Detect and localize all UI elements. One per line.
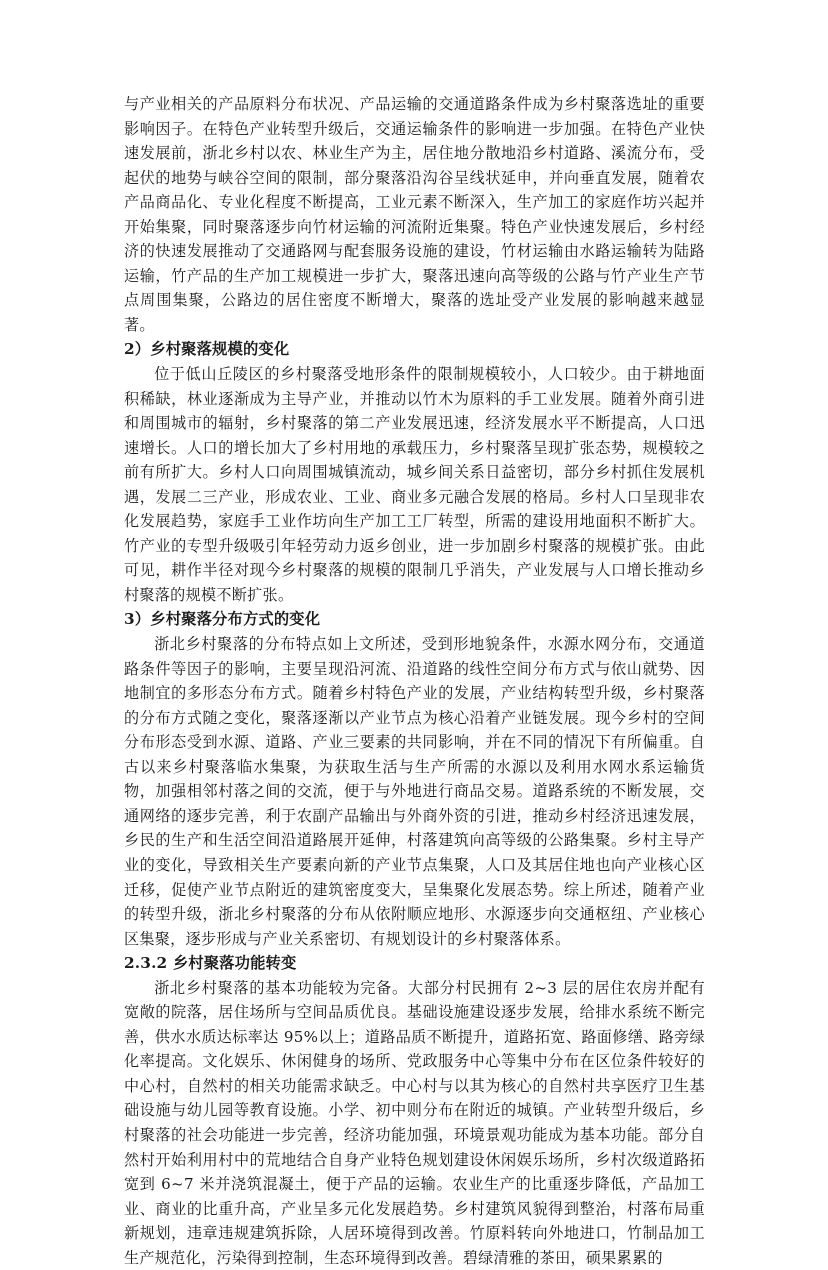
paragraph-industry-siting: 与产业相关的产品原料分布状况、产品运输的交通道路条件成为乡村聚落选址的重要影响因子。在特色产业转型升级后，交通运输条件的影响进一步加强。在特色产业快速发展前，浙北乡村以农、林业生产为主，居住地分散地沿乡村道路、溪流分布，受起伏的地势与峡谷空间的限制，部分聚落沿沟谷呈线状延申，并向垂直发展，随着农产品商品化、专业化程度不断提高，工业元素不断深入，生产加工的家庭作坊兴起并开始集聚，同时聚落逐步向竹材运输的河流附近集聚。特色产业快速发展后，乡村经济的快速发展推动了交通路网与配套服务设施的建设，竹材运输由水路运输转为陆路运输，竹产品的生产加工规模进一步扩大，聚落迅速向高等级的公路与竹产业生产节点周围集聚，公路边的居住密度不断增大，聚落的选址受产业发展的影响越来越显著。 xyxy=(124,95,705,334)
heading-2-settlement-scale-change: 2）乡村聚落规模的变化 xyxy=(124,340,290,359)
heading-232-settlement-function-transition: 2.3.2 乡村聚落功能转变 xyxy=(124,954,297,973)
paragraph-settlement-function: 浙北乡村聚落的基本功能较为完备。大部分村民拥有 2~3 层的居住农房并配有宽敞的院落，居住场所与空间品质优良。基础设施建设逐步发展，给排水系统不断完善，供水水质达标率达 95%以上；道路品质不断提升，道路拓宽、路面修缮、路旁绿化率提高。文化娱乐、休闲健身的场所、党政服务中心等集中分布在区位条件较好的中心村，自然村的相关功能需求缺乏。中心村与以其为核心的自然村共享医疗卫生基础设施与幼儿园等教育设施。小学、初中则分布在附近的城镇。产业转型升级后，乡村聚落的社会功能进一步完善，经济功能加强，环境景观功能成为基本功能。部分自然村开始利用村中的荒地结合自身产业特色规划建设休闲娱乐场所，乡村次级道路拓宽到 6~7 米并浇筑混凝土，便于产品的运输。农业生产的比重逐步降低，产品加工业、商业的比重升高，产业呈多元化发展趋势。乡村建筑风貌得到整治，村落布局重新规划，违章违规建筑拆除，人居环境得到改善。竹原料转向外地进口，竹制品加工生产规范化，污染得到控制，生态环境得到改善。碧绿清雅的茶田，硕果累累的 xyxy=(124,978,705,1267)
paragraph-settlement-distribution: 浙北乡村聚落的分布特点如上文所述，受到形地貌条件，水源水网分布，交通道路条件等因子的影响，主要呈现沿河流、沿道路的线性空间分布方式与依山就势、因地制宜的多形态分布方式。随着乡村特色产业的发展，产业结构转型升级，乡村聚落的分布方式随之变化，聚落逐渐以产业节点为核心沿着产业链发展。现今乡村的空间分布形态受到水源、道路、产业三要素的共同影响，并在不同的情况下有所偏重。自古以来乡村聚落临水集聚，为获取生活与生产所需的水源以及利用水网水系运输货物，加强相邻村落之间的交流，便于与外地进行商品交易。道路系统的不断发展，交通网络的逐步完善，利于农副产品输出与外商外资的引进，推动乡村经济迅速发展，乡民的生产和生活空间沿道路展开延伸，村落建筑向高等级的公路集聚。乡村主导产业的变化，导致相关生产要素向新的产业节点集聚，人口及其居住地也向产业核心区迁移，促使产业节点附近的建筑密度变大，呈集聚化发展态势。综上所述，随着产业的转型升级，浙北乡村聚落的分布从依附顺应地形、水源逐步向交通枢纽、产业核心区集聚，逐步形成与产业关系密切、有规划设计的乡村聚落体系。 xyxy=(124,635,705,948)
document-body xyxy=(124,92,705,1270)
heading-3-settlement-distribution-change: 3）乡村聚落分布方式的变化 xyxy=(124,610,321,629)
paragraph-settlement-scale: 位于低山丘陵区的乡村聚落受地形条件的限制规模较小，人口较少。由于耕地面积稀缺，林业逐渐成为主导产业，并推动以竹木为原料的手工业发展。随着外商引进和周围城市的辐射，乡村聚落的第二产业发展迅速，经济发展水平不断提高，人口迅速增长。人口的增长加大了乡村用地的承载压力，乡村聚落呈现扩张态势，规模较之前有所扩大。乡村人口向周围城镇流动，城乡间关系日益密切，部分乡村抓住发展机遇，发展二三产业，形成农业、工业、商业多元融合发展的格局。乡村人口呈现非农化发展趋势，家庭手工业作坊向生产加工工厂转型，所需的建设用地面积不断扩大。竹产业的专型升级吸引年轻劳动力返乡创业，进一步加剧乡村聚落的规模扩张。由此可见，耕作半径对现今乡村聚落的规模的限制几乎消失，产业发展与人口增长推动乡村聚落的规模不断扩张。 xyxy=(124,365,705,604)
